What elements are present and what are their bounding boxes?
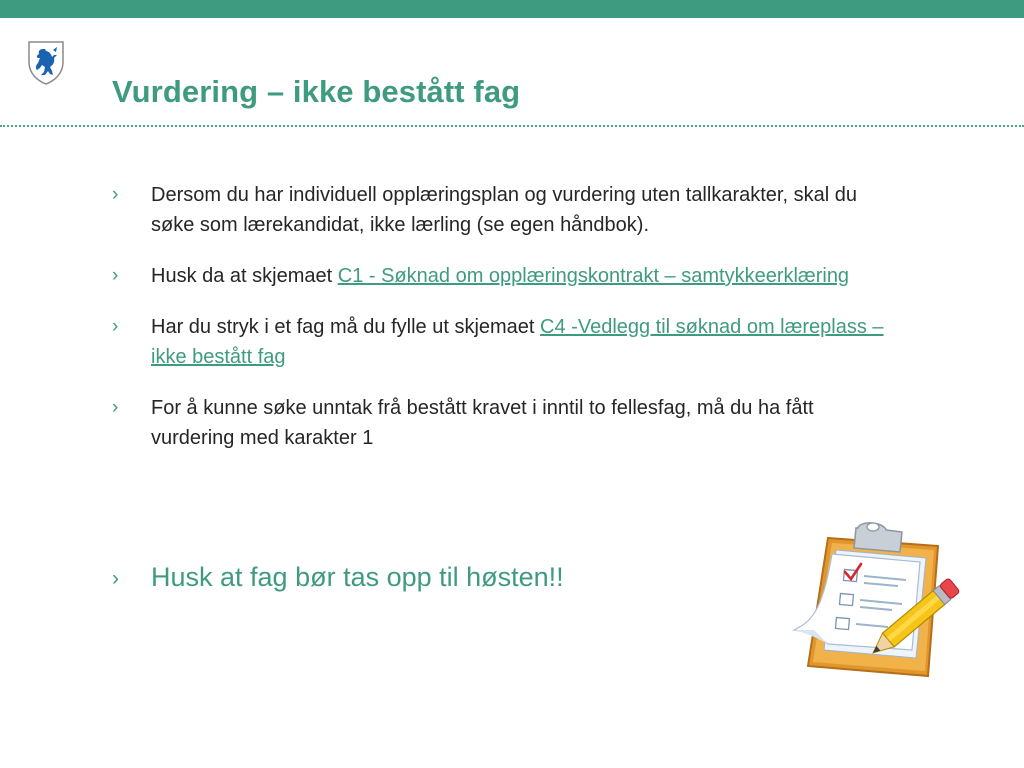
list-item (112, 180, 902, 240)
bullet-marker: › (112, 397, 119, 418)
list-item (112, 393, 902, 453)
bullet-marker: › (112, 567, 119, 590)
highlight-list (112, 560, 712, 615)
highlight-text: Husk at fag bør tas opp til høsten!! (151, 562, 564, 592)
form-c4-link[interactable]: C4 -Vedlegg til søknad om læreplass – ikke bestått fag (151, 316, 884, 368)
slide-title: Vurdering – ikke bestått fag (112, 74, 521, 109)
form-c1-link[interactable]: C1 - Søknad om opplæringskontrakt – samtykkeerklæring (337, 265, 850, 287)
bullet-text: Har du stryk i et fag må du fylle ut skjemaet (151, 316, 541, 338)
bullet-text: Husk da at skjemaet (151, 265, 338, 287)
list-item (112, 261, 902, 291)
bullet-text: Dersom du har individuell opplæringsplan og vurdering uten tallkarakter, skal du søke som lærekandidat, ikke lærling (se egen håndbok). (151, 184, 857, 236)
title-divider (0, 125, 1024, 127)
bullet-marker: › (112, 316, 119, 337)
bullet-list (112, 180, 902, 474)
highlight-item (112, 560, 712, 594)
bullet-text: For å kunne søke unntak frå bestått kravet i inntil to fellesfag, må du ha fått vurdering med karakter 1 (151, 397, 814, 449)
lion-crest-icon (26, 38, 66, 86)
bullet-marker: › (112, 184, 119, 205)
list-item (112, 312, 902, 372)
top-accent-bar (0, 0, 1024, 18)
clipboard-pencil-icon (788, 518, 968, 688)
bullet-marker: › (112, 265, 119, 286)
